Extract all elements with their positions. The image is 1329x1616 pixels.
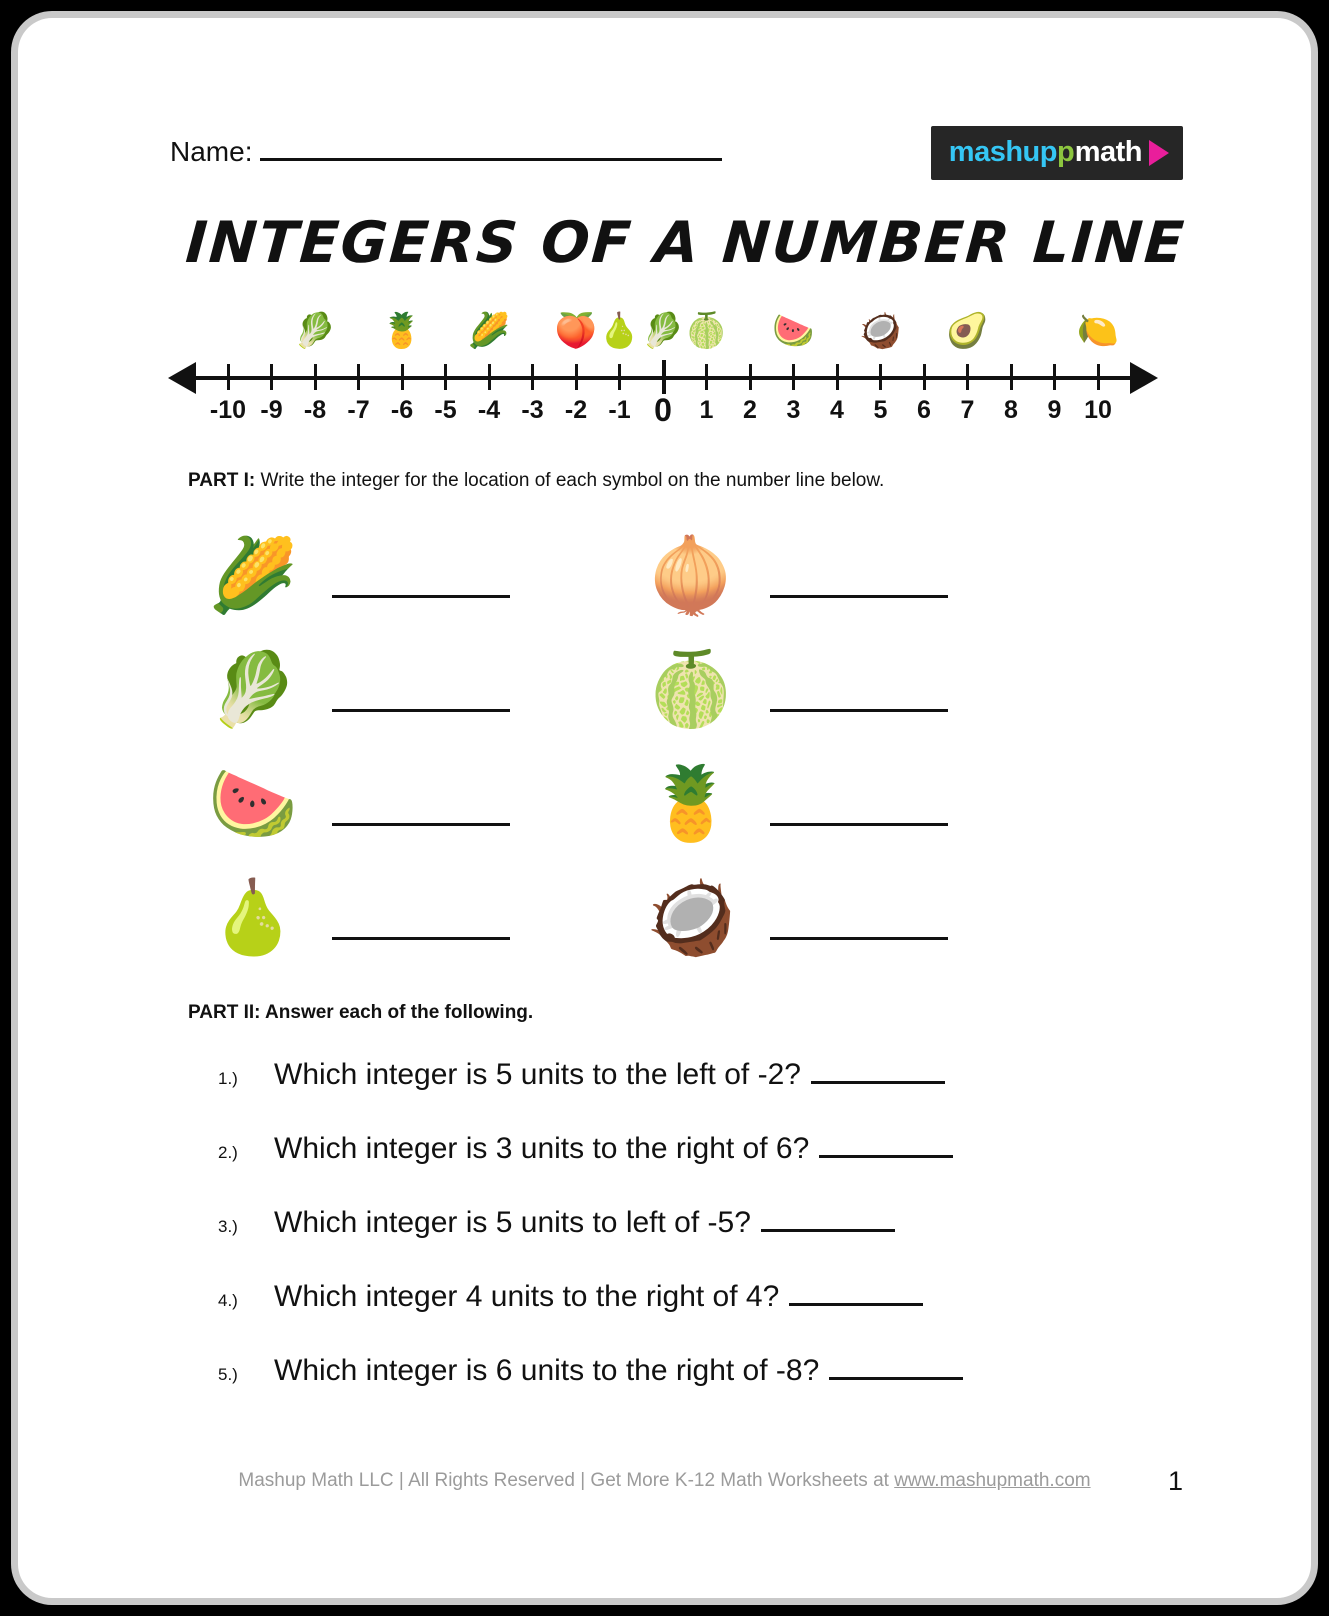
- number-line-tick: [836, 364, 839, 390]
- part1-answer-blank[interactable]: [770, 934, 948, 940]
- number-line-tick-label: 0: [654, 392, 672, 428]
- page-number: 1: [1167, 1466, 1183, 1496]
- number-line-tick-label: 5: [873, 396, 888, 424]
- question-answer-blank[interactable]: [789, 1301, 923, 1306]
- part1-right-column: [626, 502, 1096, 958]
- melon-icon: 🍈: [646, 650, 736, 730]
- pineapple-icon: 🍍: [380, 312, 424, 350]
- coconut-icon: 🥥: [646, 878, 736, 958]
- footer-text: Mashup Math LLC | All Rights Reserved | Get More K-12 Math Worksheets at: [238, 1470, 895, 1491]
- number-line-tick: [1097, 364, 1100, 390]
- pear-icon: 🍐: [208, 878, 298, 958]
- question-answer-blank[interactable]: [819, 1153, 953, 1158]
- number-line-tick-label: -1: [608, 396, 631, 424]
- question-text: Which integer is 6 units to the right of -8?: [274, 1354, 820, 1387]
- number-line-tick: [401, 364, 404, 390]
- part1-item: [626, 844, 1096, 958]
- number-line: [188, 312, 1138, 448]
- part2-question: [218, 1132, 1178, 1166]
- part1-answer-blank[interactable]: [770, 592, 948, 598]
- part1-answer-blank[interactable]: [332, 820, 510, 826]
- number-line-tick-label: -10: [209, 396, 247, 424]
- number-line-tick: [705, 364, 708, 390]
- number-line-tick-label: -5: [434, 396, 457, 424]
- coconut-icon: 🥥: [859, 312, 902, 350]
- number-line-tick-label: -4: [477, 396, 501, 424]
- number-line-tick-label: -6: [390, 396, 414, 424]
- part2-question: [218, 1354, 1178, 1388]
- number-line-tick-label: 8: [1004, 396, 1018, 424]
- number-line-tick-label: 10: [1084, 396, 1112, 424]
- worksheet-page: [18, 18, 1311, 1598]
- number-line-tick: [1053, 364, 1056, 390]
- lemon-icon: 🍋: [1076, 312, 1120, 350]
- part1-item: [626, 730, 1096, 844]
- worksheet-sheet: [18, 18, 1311, 1598]
- part1-answer-blank[interactable]: [770, 706, 948, 712]
- number-line-tick: [662, 360, 666, 394]
- part1-item: [188, 502, 658, 616]
- number-line-tick: [314, 364, 317, 390]
- watermelon-icon: 🍉: [208, 764, 298, 844]
- part1-answer-blank[interactable]: [332, 592, 510, 598]
- page-title: INTEGERS OF A NUMBER LINE: [183, 210, 1188, 276]
- peach-icon: 🍑: [554, 312, 598, 350]
- arrow-left-icon: [168, 362, 196, 394]
- melon-icon: 🍈: [685, 312, 728, 350]
- part1-answer-blank[interactable]: [332, 934, 510, 940]
- number-line-tick-label: 9: [1047, 396, 1062, 424]
- number-line-tick: [923, 364, 926, 390]
- number-line-tick-label: 7: [960, 396, 975, 424]
- number-line-tick: [270, 364, 273, 390]
- question-number: 4.): [218, 1291, 238, 1310]
- number-line-tick: [966, 364, 969, 390]
- question-number: 5.): [218, 1365, 238, 1384]
- question-text: Which integer is 5 units to left of -5?: [274, 1206, 751, 1239]
- number-line-tick-label: 2: [743, 396, 757, 424]
- papaya-icon: 🥑: [946, 312, 989, 350]
- number-line-tick-label: 4: [830, 396, 844, 424]
- beet-icon: 🥬: [641, 312, 685, 350]
- lettuce-icon: 🥬: [293, 312, 337, 350]
- footer: [18, 1470, 1311, 1492]
- question-answer-blank[interactable]: [829, 1375, 963, 1380]
- question-number: 2.): [218, 1143, 238, 1162]
- number-line-tick: [444, 364, 447, 390]
- number-line-tick: [575, 364, 578, 390]
- question-text: Which integer is 5 units to the left of -2?: [274, 1058, 801, 1091]
- name-label: Name:: [170, 136, 253, 167]
- footer-link[interactable]: www.mashupmath.com: [894, 1470, 1091, 1491]
- number-line-tick-label: -7: [347, 396, 370, 424]
- pineapple-icon: 🍍: [646, 764, 736, 844]
- number-line-tick: [488, 364, 491, 390]
- part1-item: [188, 616, 658, 730]
- number-line-tick-label: -3: [521, 396, 544, 424]
- number-line-tick: [792, 364, 795, 390]
- part1-answer-blank[interactable]: [770, 820, 948, 826]
- mashup-math-logo: [931, 126, 1183, 180]
- number-line-tick: [227, 364, 230, 390]
- part1-left-column: [188, 502, 658, 958]
- number-line-tick-label: -8: [303, 396, 327, 424]
- number-line-tick: [531, 364, 534, 390]
- part1-item: [188, 730, 658, 844]
- watermelon-icon: 🍉: [772, 312, 815, 350]
- number-line-tick: [357, 364, 360, 390]
- arrow-right-icon: [1130, 362, 1158, 394]
- part2-question-list: [218, 1058, 1178, 1428]
- part1-heading-bold: PART I:: [188, 470, 256, 491]
- part1-item: [626, 616, 1096, 730]
- part2-heading: PART II: Answer each of the following.: [188, 1002, 534, 1023]
- number-line-tick-label: -9: [260, 396, 283, 424]
- name-input-blank[interactable]: [260, 139, 722, 161]
- corn-icon: 🌽: [467, 312, 511, 350]
- corn-icon: 🌽: [208, 536, 298, 616]
- number-line-tick: [749, 364, 752, 390]
- name-field-row: [170, 136, 722, 168]
- number-line-tick: [879, 364, 882, 390]
- part2-question: [218, 1280, 1178, 1314]
- play-triangle-icon: [1149, 140, 1169, 166]
- part2-question: [218, 1058, 1178, 1092]
- part1-item: [626, 502, 1096, 616]
- question-answer-blank[interactable]: [811, 1079, 945, 1084]
- question-text: Which integer is 3 units to the right of 6?: [274, 1132, 810, 1165]
- number-line-tick: [618, 364, 621, 390]
- part1-heading: [188, 470, 884, 492]
- question-number: 3.): [218, 1217, 238, 1236]
- part1-heading-rest: Write the integer for the location of each symbol on the number line below.: [255, 470, 885, 491]
- pear-icon: 🍐: [598, 312, 641, 350]
- question-answer-blank[interactable]: [761, 1227, 895, 1232]
- question-text: Which integer 4 units to the right of 4?: [274, 1280, 780, 1313]
- number-line-tick: [1010, 364, 1013, 390]
- question-number: 1.): [218, 1069, 238, 1088]
- part1-answer-blank[interactable]: [332, 706, 510, 712]
- part1-item: [188, 844, 658, 958]
- number-line-tick-label: 3: [786, 396, 801, 424]
- beet-icon: 🧅: [646, 536, 736, 616]
- number-line-tick-label: 1: [699, 396, 714, 424]
- logo-text-p: p: [1056, 136, 1075, 168]
- number-line-tick-label: -2: [564, 396, 588, 424]
- part2-question: [218, 1206, 1178, 1240]
- lettuce-icon: 🥬: [208, 650, 298, 730]
- logo-text-math: math: [1074, 136, 1142, 168]
- logo-text-mashup: mashup: [948, 136, 1057, 168]
- number-line-tick-label: 6: [917, 396, 931, 424]
